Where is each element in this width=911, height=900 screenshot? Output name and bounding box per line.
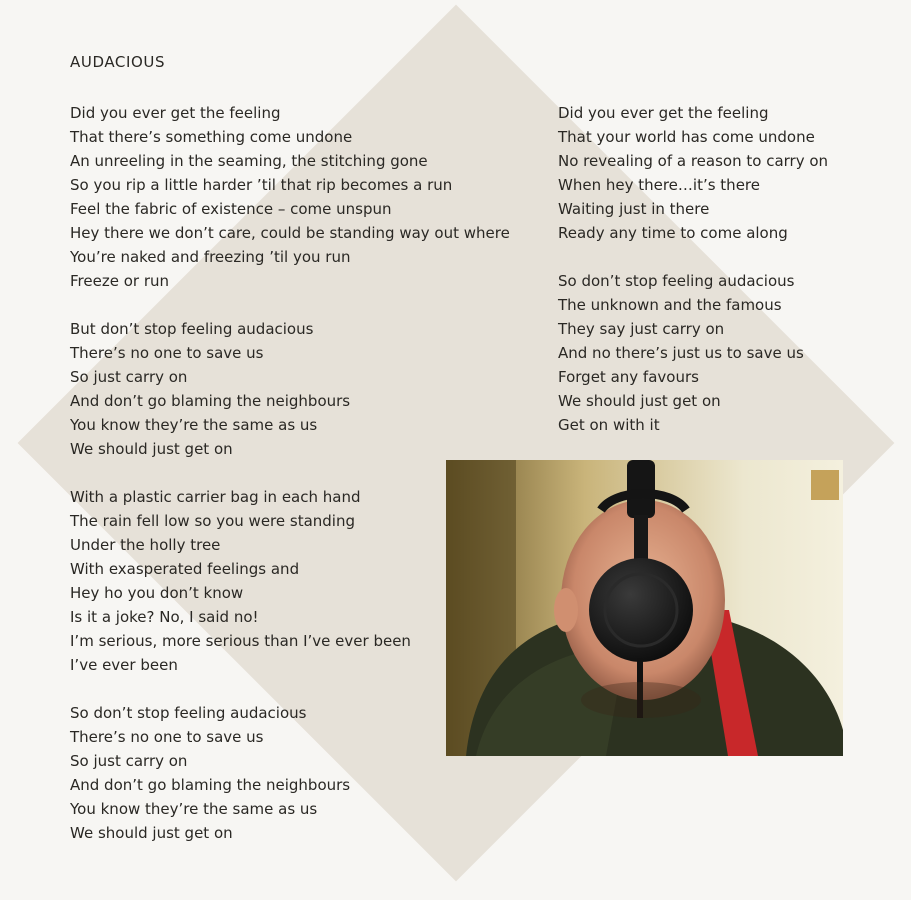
lyric-line: Ready any time to come along xyxy=(558,224,788,242)
lyric-line: With exasperated feelings and xyxy=(70,560,300,578)
lyric-line: When hey there…it’s there xyxy=(558,176,760,194)
lyric-line: Did you ever get the feeling xyxy=(70,104,281,122)
lyric-line: Waiting just in there xyxy=(558,200,710,218)
lyric-line: And don’t go blaming the neighbours xyxy=(70,392,351,410)
left-stanza xyxy=(70,701,510,845)
lyric-line: Feel the fabric of existence – come unspun xyxy=(70,200,392,218)
lyric-line: So don’t stop feeling audacious xyxy=(70,704,307,722)
lyric-line: So don’t stop feeling audacious xyxy=(558,272,795,290)
lyric-line: There’s no one to save us xyxy=(70,344,264,362)
lyrics-right-column xyxy=(558,101,828,461)
lyric-line: Forget any favours xyxy=(558,368,699,386)
photo-image xyxy=(446,460,843,756)
lyric-line: No revealing of a reason to carry on xyxy=(558,152,829,170)
lyric-line: Did you ever get the feeling xyxy=(558,104,769,122)
lyric-line: The unknown and the famous xyxy=(558,296,782,314)
lyric-line: Hey ho you don’t know xyxy=(70,584,244,602)
lyric-line: They say just carry on xyxy=(558,320,725,338)
lyrics-left-column xyxy=(70,101,510,869)
lyric-line: And no there’s just us to save us xyxy=(558,344,804,362)
lyric-line: Get on with it xyxy=(558,416,660,434)
lyric-line: I’ve ever been xyxy=(70,656,178,674)
lyric-line: And don’t go blaming the neighbours xyxy=(70,776,351,794)
lyric-line: We should just get on xyxy=(558,392,721,410)
left-stanza xyxy=(70,317,510,461)
lyric-line: Is it a joke? No, I said no! xyxy=(70,608,259,626)
lyric-line: So just carry on xyxy=(70,368,188,386)
lyric-line: So you rip a little harder ’til that rip becomes a run xyxy=(70,176,453,194)
right-stanza xyxy=(558,269,828,437)
lyric-line: So just carry on xyxy=(70,752,188,770)
lyric-line: There’s no one to save us xyxy=(70,728,264,746)
lyric-line: We should just get on xyxy=(70,824,233,842)
lyric-line: That your world has come undone xyxy=(558,128,815,146)
headphones-photo xyxy=(446,460,843,756)
lyric-line: You’re naked and freezing ’til you run xyxy=(70,248,351,266)
lyric-line: I’m serious, more serious than I’ve ever been xyxy=(70,632,411,650)
lyric-line: The rain fell low so you were standing xyxy=(70,512,355,530)
lyric-line: Freeze or run xyxy=(70,272,169,290)
lyric-line: An unreeling in the seaming, the stitching gone xyxy=(70,152,428,170)
lyric-line: With a plastic carrier bag in each hand xyxy=(70,488,361,506)
lyric-line: We should just get on xyxy=(70,440,233,458)
lyric-line: That there’s something come undone xyxy=(70,128,353,146)
left-stanza xyxy=(70,101,510,293)
lyric-line: Hey there we don’t care, could be standing way out where xyxy=(70,224,510,242)
lyric-line: You know they’re the same as us xyxy=(70,800,318,818)
lyric-line: But don’t stop feeling audacious xyxy=(70,320,314,338)
right-stanza xyxy=(558,101,828,245)
left-stanza xyxy=(70,485,510,677)
lyric-line: You know they’re the same as us xyxy=(70,416,318,434)
lyric-line: Under the holly tree xyxy=(70,536,221,554)
song-title: AUDACIOUS xyxy=(70,53,166,71)
